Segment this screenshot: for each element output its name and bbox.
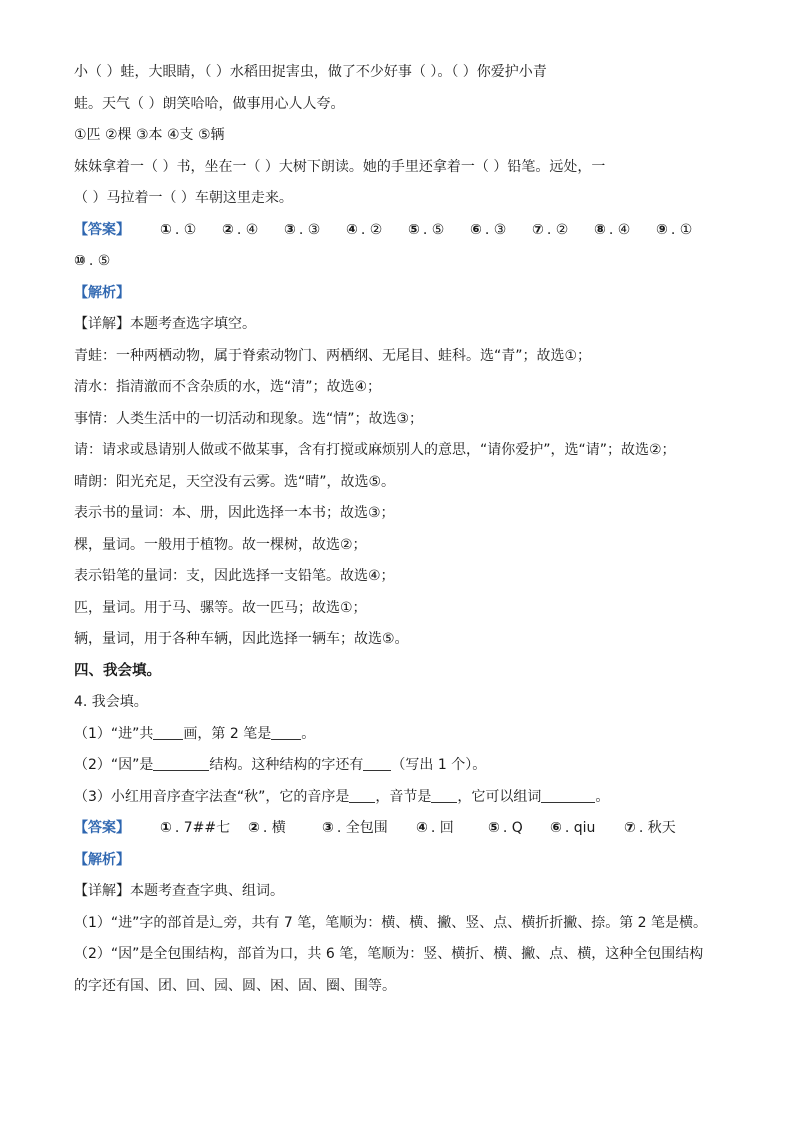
answer-item: ④ . 回 xyxy=(416,820,454,836)
analysis-line: 的字还有国、团、回、园、圆、困、固、圈、围等。 xyxy=(74,977,396,994)
answer-item: ⑥ . ③ xyxy=(470,221,507,238)
analysis-label: 【解析】 xyxy=(74,851,130,868)
answer-item: ⑥ . qiu xyxy=(550,820,596,836)
answer-item: ⑤ . Q xyxy=(488,820,523,836)
q3-line-5: （ ）马拉着一（ ）车朝这里走来。 xyxy=(74,190,293,206)
q3-options: ①匹 ②棵 ③本 ④支 ⑤辆 xyxy=(74,127,225,143)
q3-line-1: 小（ ）蛙，大眼睛，（ ）水稻田捉害虫，做了不少好事（ ）。（ ）你爱护小青 xyxy=(74,64,547,80)
answer-item: ② . ④ xyxy=(222,221,259,238)
answer-blank xyxy=(349,788,375,803)
answer-item: ④ . ② xyxy=(346,221,383,238)
answer-item: ① . ① xyxy=(160,221,197,238)
q4-answer-row xyxy=(74,818,734,838)
q4-line-3: （3）小红用音序查字法查“秋”，它的音序是 ，音节是 ，它可以组词 。 xyxy=(74,788,610,805)
answer-blank xyxy=(153,725,183,740)
analysis-line: 【详解】本题考查查字典、组词。 xyxy=(74,883,284,899)
answer-item: ③ . 全包围 xyxy=(322,820,388,836)
answer-label: 【答案】 xyxy=(74,221,130,238)
analysis-line: 清水：指清澈而不含杂质的水，选“清”；故选④； xyxy=(74,379,382,395)
analysis-line: 【详解】本题考查选字填空。 xyxy=(74,316,256,332)
answer-item: ⑦ . 秋天 xyxy=(624,820,676,836)
analysis-line: （2）“因”是全包围结构，部首为口，共 6 笔，笔顺为：竖、横折、横、撇、点、横，这种全包围结构 xyxy=(74,946,704,962)
question-title: 4. 我会填。 xyxy=(74,694,148,710)
answer-item: ③ . ③ xyxy=(284,221,321,238)
answer-item: ⑩ . ⑤ xyxy=(74,253,111,269)
analysis-line: 晴朗：阳光充足，天空没有云雾。选“晴”，故选⑤。 xyxy=(74,473,396,490)
document-page xyxy=(74,62,734,1007)
analysis-line: 表示铅笔的量词：支，因此选择一支铅笔。故选④； xyxy=(74,568,395,584)
analysis-label: 【解析】 xyxy=(74,284,130,301)
answer-item: ⑨ . ① xyxy=(656,221,693,238)
analysis-line: 表示书的量词：本、册，因此选择一本书；故选③； xyxy=(74,505,395,521)
answer-item: ① . 7##七 xyxy=(160,820,231,836)
analysis-line: 请：请求或恳请别人做或不做某事，含有打搅或麻烦别人的意思，“请你爱护”，选“请”；故选②； xyxy=(74,442,676,458)
answer-item: ② . 横 xyxy=(248,820,286,836)
answer-blank xyxy=(431,788,457,803)
section-heading: 四、我会填。 xyxy=(74,662,161,679)
answer-label: 【答案】 xyxy=(74,820,130,836)
q4-line-1: （1）“进”共 画，第 2 笔是 。 xyxy=(74,725,316,742)
q3-line-4: 妹妹拿着一（ ）书，坐在一（ ）大树下朗读。她的手里还拿着一（ ）铅笔。远处，一 xyxy=(74,158,606,175)
answer-blank xyxy=(541,788,595,803)
answer-blank xyxy=(153,756,209,771)
analysis-line: 匹，量词。用于马、骡等。故一匹马；故选①； xyxy=(74,599,367,616)
answer-blank xyxy=(363,756,391,771)
answer-blank xyxy=(271,725,301,740)
analysis-line: 青蛙：一种两栖动物，属于脊索动物门、两栖纲、无尾目、蛙科。选“青”；故选①； xyxy=(74,347,592,364)
analysis-line: （1）“进”字的部首是辶旁，共有 7 笔，笔顺为：横、横、撇、竖、点、横折折撇、捺。第 2 笔是横。 xyxy=(74,914,708,931)
analysis-line: 辆，量词，用于各种车辆，因此选择一辆车；故选⑤。 xyxy=(74,631,409,647)
answer-item: ⑦ . ② xyxy=(532,221,569,238)
q3-line-2: 蛙。天气（ ）朗笑哈哈，做事用心人人夸。 xyxy=(74,95,345,112)
analysis-line: 棵，量词。一般用于植物。故一棵树，故选②； xyxy=(74,536,367,553)
answer-item: ⑧ . ④ xyxy=(594,221,631,238)
answer-item: ⑤ . ⑤ xyxy=(408,221,445,238)
q3-answer-row xyxy=(74,220,734,240)
q4-line-2: （2）“因”是 结构。这种结构的字还有 （写出 1 个）。 xyxy=(74,757,487,773)
q3-answer-row-2 xyxy=(74,251,734,271)
analysis-line: 事情：人类生活中的一切活动和现象。选“情”；故选③； xyxy=(74,410,424,427)
